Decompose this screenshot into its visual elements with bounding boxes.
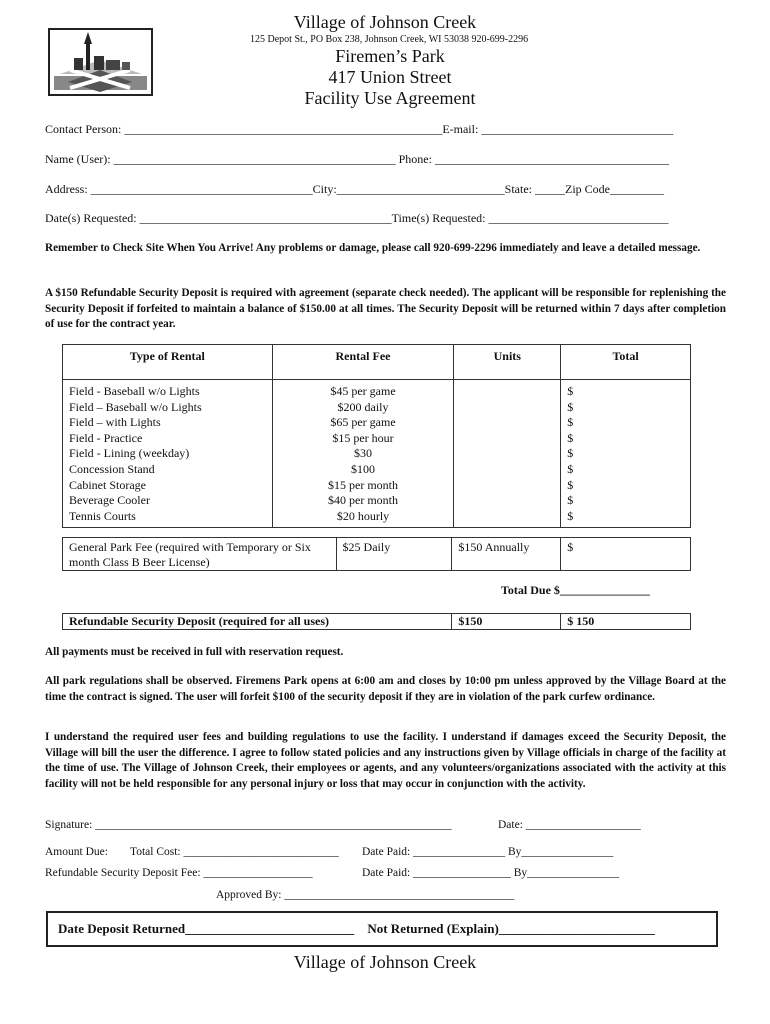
list-item: Field - Practice xyxy=(69,430,143,445)
list-item: $30 xyxy=(354,446,373,461)
general-fee-rate: $25 Daily xyxy=(336,538,452,571)
date-paid-field-2[interactable]: Date Paid: _________________ By________________ xyxy=(362,867,620,879)
amount-due-label: Amount Due: xyxy=(45,846,108,858)
signature-line[interactable]: Signature: ______________________________________________________________ xyxy=(45,819,452,831)
contact-email-field[interactable]: Contact Person: _____________________________________________________E-mail: ________________________________ xyxy=(45,122,674,136)
list-item: Field - Baseball w/o Lights xyxy=(69,384,200,398)
date-deposit-returned-field[interactable]: Date Deposit Returned__________________________ xyxy=(58,921,355,936)
rental-table xyxy=(62,344,691,528)
list-item: Field – Baseball w/o Lights xyxy=(69,399,202,414)
refundable-fee-field[interactable]: Refundable Security Deposit Fee: ___________________ xyxy=(45,867,313,879)
general-fee-total[interactable]: $ xyxy=(561,538,691,571)
not-returned-field[interactable]: Not Returned (Explain)________________________ xyxy=(367,921,655,936)
name-phone-field[interactable]: Name (User): _______________________________________________ Phone: _______________________________________ xyxy=(45,152,669,166)
header-total: Total xyxy=(561,345,691,380)
list-item: $ xyxy=(567,477,574,492)
header-fee: Rental Fee xyxy=(272,345,454,380)
rental-totals[interactable] xyxy=(561,380,691,528)
rental-fees xyxy=(272,380,454,528)
list-item: $45 per game xyxy=(330,384,396,398)
list-item: Cabinet Storage xyxy=(69,477,146,492)
list-item: $ xyxy=(567,493,574,508)
table-header-row xyxy=(63,345,691,380)
list-item: Tennis Courts xyxy=(69,508,136,523)
list-item: Field – with Lights xyxy=(69,415,161,430)
total-due[interactable]: Total Due $_______________ xyxy=(501,583,650,597)
security-units: $150 xyxy=(452,614,561,630)
deposit-returned-box xyxy=(46,911,718,947)
park-street: 417 Union Street xyxy=(328,67,452,87)
total-cost-field[interactable]: Total Cost: ___________________________ xyxy=(130,846,339,858)
list-item: $ xyxy=(567,430,574,445)
table-row xyxy=(63,380,691,528)
regulations-notice: All park regulations shall be observed. Firemens Park opens at 6:00 am and closes by 10:00 pm unless approved by the Village Board at the time the contract is signed. The user will forfeit $100 of the security deposit if they are in violation of the park curfew ordinance. xyxy=(45,675,726,703)
list-item: $100 xyxy=(351,461,376,476)
list-item: $15 per month xyxy=(328,477,399,492)
list-item: $ xyxy=(567,508,574,523)
village-address: 125 Depot St., PO Box 238, Johnson Creek, WI 53038 920-699-2296 xyxy=(250,34,529,45)
date-paid-field-1[interactable]: Date Paid: ________________ By________________ xyxy=(362,846,614,858)
header-type: Type of Rental xyxy=(63,345,273,380)
payments-notice: All payments must be received in full with reservation request. xyxy=(45,646,344,658)
list-item: $20 hourly xyxy=(336,508,390,523)
rental-units[interactable] xyxy=(454,380,561,528)
list-item: $40 per month xyxy=(328,493,399,508)
table-row xyxy=(63,538,691,571)
general-fee-type: General Park Fee (required with Temporary or Six month Class B Beer License) xyxy=(63,538,337,571)
list-item: $ xyxy=(567,384,574,398)
village-title: Village of Johnson Creek xyxy=(293,12,477,32)
park-name: Firemen’s Park xyxy=(335,46,445,66)
address-field[interactable]: Address: _____________________________________City:____________________________State: _____Zip Code_________ xyxy=(45,182,664,196)
deposit-notice: A $150 Refundable Security Deposit is required with agreement (separate check needed). The applicant will be responsible for replenishing the Security Deposit if forfeited to maintain a balance of $150.00 at all times. The Security Deposit will be returned within 7 days after completion of use for the contract year. xyxy=(45,287,726,330)
list-item: Concession Stand xyxy=(69,461,155,476)
liability-notice: I understand the required user fees and building regulations to use the facility. I understand if damages exceed the Security Deposit, the Village will bill the user the difference. I agree to follow stated policies and any instructions given by Village officials in charge of the facility at the time of use. The Village of Johnson Creek, their employees or agents, and any volunteers/organizations associated with the activity at this facility will not be held responsible for any personal injury or loss that may occur in conjunction with the activity. xyxy=(45,731,726,790)
signature-date[interactable]: Date: ____________________ xyxy=(498,819,641,831)
general-fee-table xyxy=(62,537,691,571)
table-row xyxy=(63,614,691,630)
security-label: Refundable Security Deposit (required for all uses) xyxy=(63,614,452,630)
list-item: $ xyxy=(567,446,574,461)
list-item: Field - Lining (weekday) xyxy=(69,446,190,461)
list-item: $ xyxy=(567,415,574,430)
security-table xyxy=(62,613,691,630)
header-units: Units xyxy=(454,345,561,380)
remember-notice: Remember to Check Site When You Arrive! Any problems or damage, please call 920-699-2296 immediately and leave a detailed message. xyxy=(45,242,701,254)
list-item: Beverage Cooler xyxy=(69,493,150,508)
list-item: $15 per hour xyxy=(332,430,394,445)
list-item: $ xyxy=(567,461,574,476)
rental-types xyxy=(63,380,273,528)
list-item: $ xyxy=(567,399,574,414)
security-total: $ 150 xyxy=(561,614,691,630)
list-item: $200 daily xyxy=(337,399,389,414)
general-fee-units: $150 Annually xyxy=(452,538,561,571)
list-item: $65 per game xyxy=(330,415,396,430)
form-title: Facility Use Agreement xyxy=(304,88,476,108)
footer-village: Village of Johnson Creek xyxy=(293,952,477,972)
dates-times-field[interactable]: Date(s) Requested: __________________________________________Time(s) Requested: ______________________________ xyxy=(45,211,669,225)
approved-by-field[interactable]: Approved By: ________________________________________ xyxy=(216,889,515,901)
